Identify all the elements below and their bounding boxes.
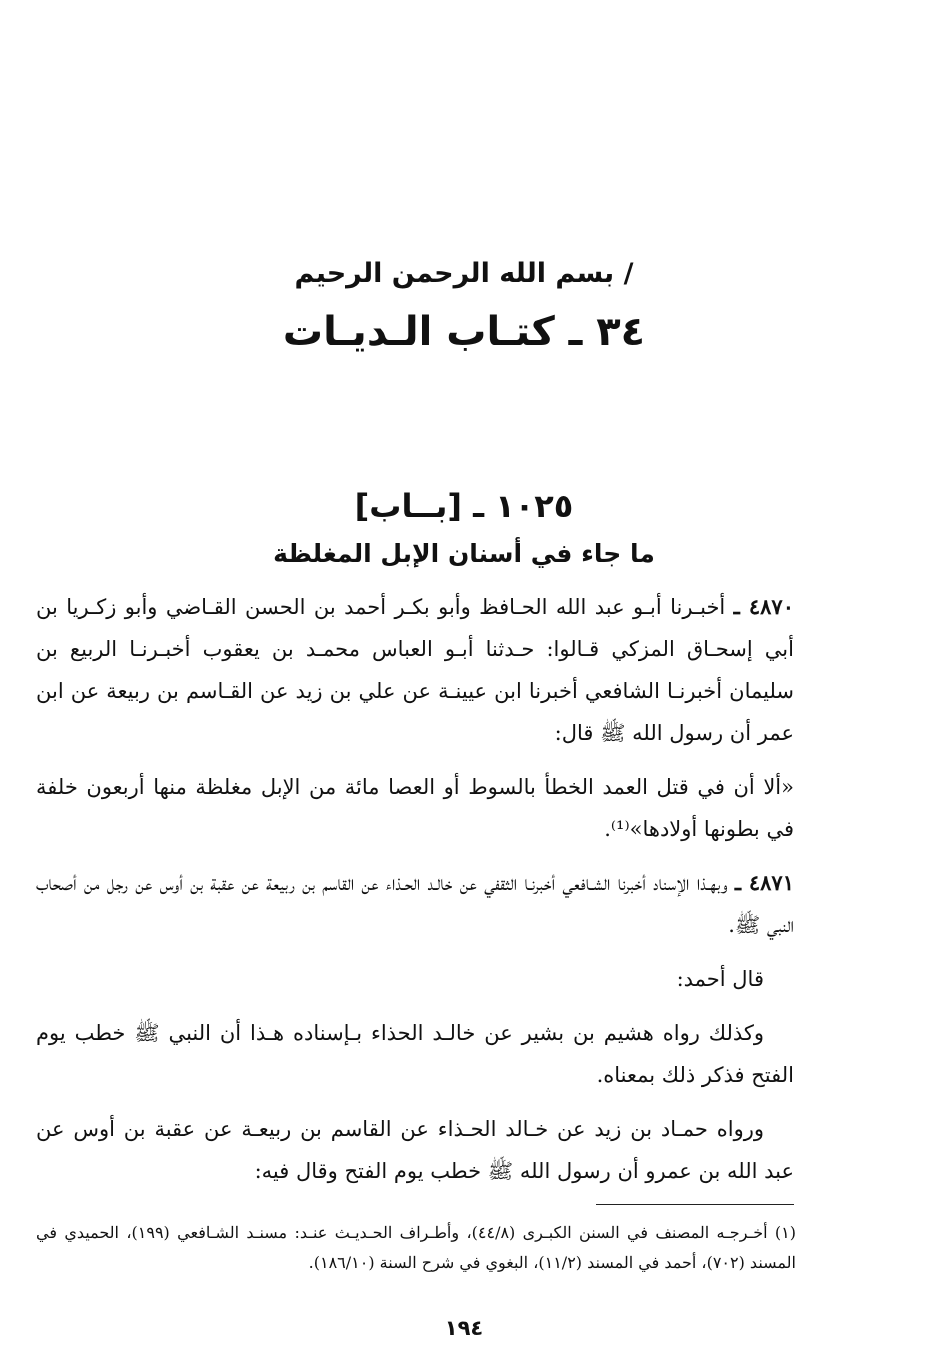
paragraph-text: قال أحمد: — [676, 967, 764, 991]
page-number: ١٩٤ — [444, 1316, 484, 1340]
paragraph-text: وبهـذا الإسناد أخبرنا الشـافعي أخبرنـا الثقفي عن خالـد الحـذاء عن القاسم بن ربيعة عن عقبة بن أوس عن رجل من أصحاب النبي ﷺ. — [36, 871, 794, 937]
footnote-divider — [596, 1204, 794, 1205]
chapter-title: ١٠٢٥ ـ [بــاب] — [354, 487, 574, 525]
hadith-paragraph — [36, 586, 794, 754]
paragraph-text: «ألا أن في قتل العمد الخطأ بالسوط أو العصا مائة من الإبل مغلظة منها أربعون خلفة في بطونها أولادها»⁽¹⁾. — [36, 775, 794, 841]
hadith-number: ٤٨٧٠ ـ — [733, 594, 794, 619]
hadith-paragraph — [36, 862, 794, 946]
commentary-paragraph — [36, 1108, 794, 1192]
commentary-paragraph — [36, 1012, 794, 1096]
paragraph-text: ورواه حمـاد بن زيد عن خـالد الحـذاء عن القاسم بن ربيعـة عن عقبة بن أوس عن عبد الله بن عمرو أن رسول الله ﷺ خطب يوم الفتح وقال فيه: — [36, 1117, 794, 1183]
paragraph-text: أخبـرنا أبـو عبد الله الحـافظ وأبو بكـر أحمد بن الحسن القـاضي وأبو زكـريا بن أبي إسحـاق المزكي قـالوا: حـدثنا أبـو العباس محمـد بن يعقوب أخبـرنـا الربيع بن سليمان أخبرنـا الشافعي أخبرنا ابن عيينـة عن علي بن زيد عن القـاسم بن ربيعة عن ابن عمر أن رسول الله ﷺ قال: — [36, 595, 794, 745]
paragraph-text: وكذلك رواه هشيم بن بشير عن خالـد الحذاء بـإسناده هـذا أن النبي ﷺ خطب يوم الفتح فذكر ذلك بمعناه. — [36, 1021, 794, 1087]
book-title: ٣٤ ـ كتـاب الـديـات — [282, 309, 646, 355]
footnote-item: (١) أخـرجـه المصنف في السنن الكبـرى (٤٤/٨)، وأطـراف الحـديـث عنـد: مسنـد الشـافعي (١٩٩)، الحميدي في المسند (٧٠٢)، أحمد في المسند (١١/٢)، البغوي في شرح السنة (١٨٦/١٠). — [36, 1223, 796, 1272]
basmala-heading: / بسم الله الرحمن الرحيم — [294, 258, 634, 289]
chapter-subtitle: ما جاء في أسنان الإبل المغلظة — [273, 539, 655, 568]
hadith-number: ٤٨٧١ ـ — [734, 870, 794, 895]
footnotes-section — [36, 1218, 796, 1278]
hadith-quote-paragraph — [36, 766, 794, 850]
commentary-label-paragraph — [36, 958, 794, 1000]
body-text — [36, 586, 794, 1204]
